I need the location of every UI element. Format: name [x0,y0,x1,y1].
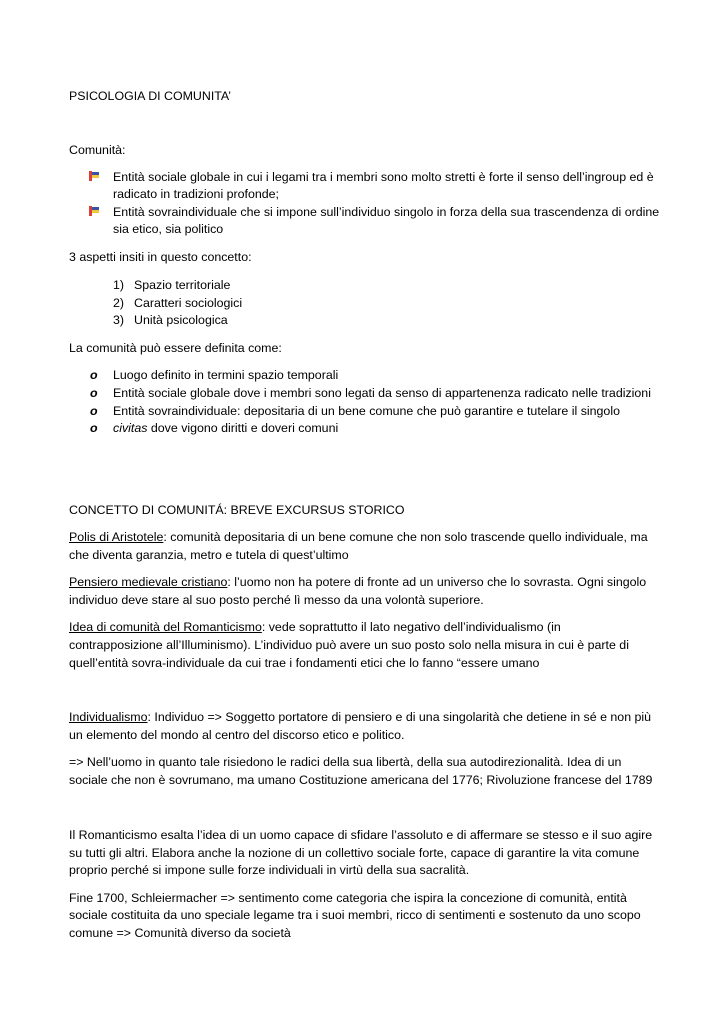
romanticismo-term: Idea di comunità del Romanticismo [69,620,262,634]
section-heading: CONCETTO DI COMUNITÁ: BREVE EXCURSUS STORICO [69,503,405,517]
polis-paragraph-line-1 [69,529,648,545]
nelluomo-paragraph-line-2: sociale che non è sovrumano, ma umano Costituzione americana del 1776; Rivoluzione francese del 1789 [69,773,653,787]
comunita-label: Comunità: [69,143,126,157]
flag-bullet-icon [88,205,100,217]
document-title: PSICOLOGIA DI COMUNITA’ [69,89,232,103]
polis-text: : comunità depositaria di un bene comune che non solo trascende quello individuale, ma [163,530,648,544]
flag-bullet-icon [88,170,100,182]
aspetti-intro: 3 aspetti insiti in questo concetto: [69,250,252,264]
medievale-paragraph-line-1 [69,574,646,590]
comunita-item-2-line-1: Entità sovraindividuale che si impone sull’individuo singolo in forza della sua trascendenza di ordine [113,205,660,219]
definizione-item: Entità sovraindividuale: depositaria di un bene comune che può garantire e tutelare il singolo [113,404,620,418]
circle-bullet-icon: o [90,386,98,400]
list-number: 3) [113,313,125,327]
circle-bullet-icon: o [90,421,98,435]
individualismo-text: : Individuo => Soggetto portatore di pensiero e di una singolarità che detiene in sé e non più [147,710,652,724]
romanticismo-paragraph-line-3: quell’entità sovra-individuale da cui trae i fondamenti etici che lo fanno “essere umano [69,656,540,670]
medievale-paragraph-line-2: individuo deve stare al suo posto perché lì messo da una volontà superiore. [69,593,484,607]
romanticismo-paragraph-line-1 [69,619,561,635]
romanticismo-paragraph-line-2: contrapposizione all’Illuminismo). L’individuo può avere un suo posto solo nella misura in cui è parte di [69,638,629,652]
individualismo-paragraph-line-1 [69,709,651,725]
list-item: Caratteri sociologici [134,296,243,310]
definizione-rest: dove vigono diritti e doveri comuni [147,421,339,435]
fine1700-paragraph-line-3: comune => Comunità diverso da società [69,926,291,940]
comunita-item-1-line-2: radicato in tradizioni profonde; [113,187,279,201]
individualismo-paragraph-line-2: un elemento del mondo al centro del discorso etico e politico. [69,728,405,742]
definita-intro: La comunità può essere definita come: [69,341,282,355]
circle-bullet-icon: o [90,368,98,382]
polis-term: Polis di Aristotele [69,530,164,544]
definizione-item: Entità sociale globale dove i membri sono legati da senso di appartenenza radicato nelle tradizioni [113,386,651,400]
romanticismo-esalta-line-3: proprio perché si impone sulle forze individuali in virtù della sua sacralità. [69,863,470,877]
comunita-item-1-line-1: Entità sociale globale in cui i legami tra i membri sono molto stretti è forte il senso dell’ingroup ed è [113,170,654,184]
romanticismo-esalta-line-2: su tutti gli altri. Elabora anche la nozione di un collettivo sociale forte, capace di garantire la vita comune [69,846,640,860]
romanticismo-text: : vede soprattutto il lato negativo dell’individualismo (in [261,620,561,634]
definizione-item: Luogo definito in termini spazio temporali [113,368,339,382]
fine1700-paragraph-line-2: sociale costituita da uno speciale legame tra i suoi membri, ricco di sentimenti e sostenuto da uno scopo [69,908,641,922]
definizione-item [113,420,338,436]
fine1700-paragraph-line-1: Fine 1700, Schleiermacher => sentimento come categoria che ispira la concezione di comunità, entità [69,891,627,905]
medievale-term: Pensiero medievale cristiano [69,575,228,589]
individualismo-term: Individualismo [69,710,148,724]
list-number: 1) [113,278,125,292]
list-number: 2) [113,296,125,310]
romanticismo-esalta-line-1: Il Romanticismo esalta l’idea di un uomo capace di sfidare l’assoluto e di affermare se stesso e il suo agire [69,828,653,842]
polis-paragraph-line-2: che diventa garanzia, metro e tutela di quest’ultimo [69,548,349,562]
list-item: Spazio territoriale [134,278,231,292]
circle-bullet-icon: o [90,404,98,418]
list-item: Unità psicologica [134,313,228,327]
civitas-term: civitas [113,421,148,435]
comunita-item-2-line-2: sia etico, sia politico [113,222,224,236]
medievale-text: : l’uomo non ha potere di fronte ad un universo che lo sovrasta. Ogni singolo [227,575,647,589]
nelluomo-paragraph-line-1: => Nell’uomo in quanto tale risiedono le radici della sua libertà, della sua autodirezionalità. Idea di un [69,755,622,769]
